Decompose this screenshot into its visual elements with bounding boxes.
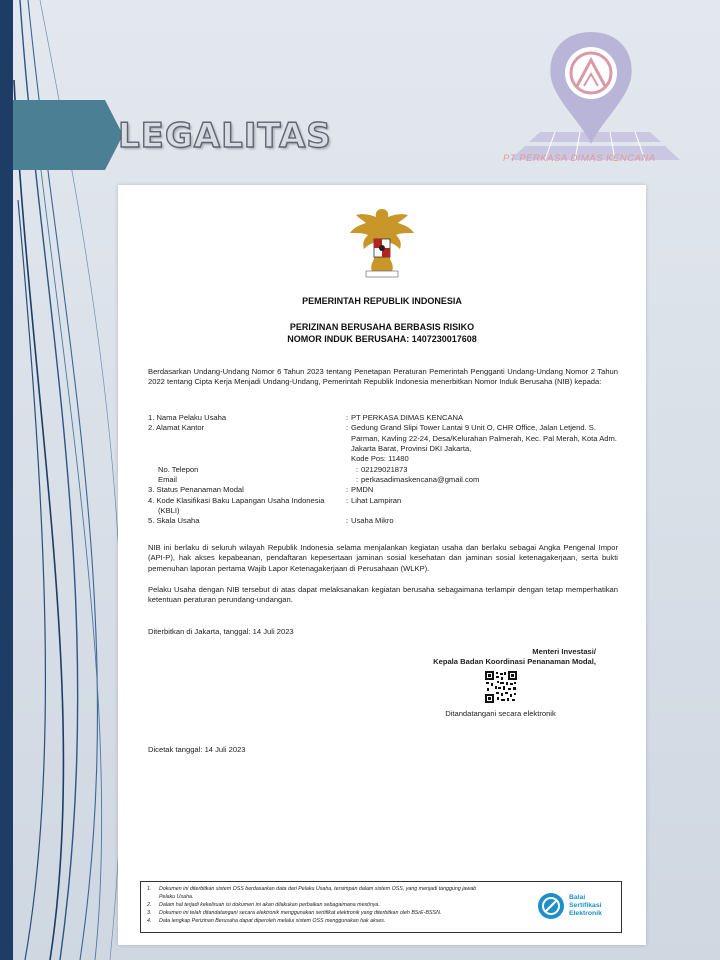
footnote-text: Dokumen ini telah ditandatangani secara elektronik menggunakan sertifikat elektronik yang diterbitkan oleh BSrE-BSSN.: [159, 909, 442, 916]
field-separator: :: [346, 516, 349, 526]
address-text: Gedung Grand Slipi Tower Lantai 9 Unit O, CHR Office, Jalan Letjend. S. Parman, Kavling 22-24, Desa/Kelurahan Palmerah, Kec. Pal Merah, Kota Adm. Jakarta Barat, Provinsi DKI Jakarta,: [351, 423, 617, 453]
electronic-signature-note: Ditandatangani secara elektronik: [445, 709, 556, 718]
field-label: 2. Alamat Kantor: [148, 423, 205, 433]
field-label: No. Telepon: [158, 464, 199, 474]
printed-date: Dicetak tanggal: 14 Juli 2023: [148, 745, 246, 754]
field-row-telepon: [148, 465, 618, 475]
field-separator: :: [346, 423, 349, 433]
bsre-line: Elektronik: [569, 909, 602, 917]
qr-code-icon: [485, 671, 517, 703]
signatory-block: [386, 647, 596, 668]
bsre-line: Balai: [569, 894, 586, 901]
bsre-badge-icon: [537, 892, 565, 920]
field-separator: :: [356, 464, 359, 474]
footnote-number: 1.: [147, 886, 152, 892]
footnote-text: Dokumen ini diterbitkan sistem OSS berdasarkan data dari Pelaku Usaha, tersimpan dalam sistem OSS, yang menjadi tanggung jawab: [159, 886, 477, 892]
title-arrow-tab: [13, 100, 123, 170]
field-value: 02129021873: [361, 464, 408, 474]
field-label: Email: [158, 474, 177, 484]
footnote-item: [147, 918, 527, 926]
field-row-alamat: [148, 423, 618, 464]
footnote-item: [147, 894, 527, 902]
field-row-status: [148, 485, 618, 495]
field-value: Lihat Lampiran: [351, 495, 402, 505]
map-pin-logo-icon: [505, 28, 685, 168]
kbli-label-line: 4. Kode Klasifikasi Baku Lapangan Usaha Indonesia: [148, 495, 325, 505]
footnote-text: Dalam hal terjadi kekeliruan isi dokumen ini akan dilakukan perbaikan sebagaimana mestinya.: [159, 901, 380, 908]
footnote-item: [147, 910, 527, 918]
issued-date: Diterbitkan di Jakarta, tanggal: 14 Juli 2023: [148, 627, 294, 636]
compliance-paragraph: Pelaku Usaha dengan NIB tersebut di atas dapat melaksanakan kegiatan berusaha sebagaimana terlampir dengan tetap memperhatikan ketentuan peraturan perundang-undangan.: [148, 585, 618, 605]
footnote-number: 2.: [147, 901, 152, 908]
field-separator: :: [346, 495, 349, 505]
footnote-text: Data lengkap Perizinan Berusaha dapat diperoleh melalui sistem OSS menggunakan hak akses.: [159, 917, 386, 924]
validity-paragraph: NIB ini berlaku di seluruh wilayah Republik Indonesia selama menjalankan kegiatan usaha dan berlaku sebagai Angka Pengenal Impor (API-P), hak akses kepabeanan, pendaftaran kepesertaan jaminan sosial kesehatan dan jaminan sosial ketenagakerjaan, serta bukti pemenuhan laporan pertama Wajib Lapor Ketenagakerjaan di Perusahaan (WLKP).: [148, 543, 618, 573]
bsre-text: [569, 894, 602, 917]
field-separator: :: [346, 485, 349, 495]
company-logo-text: PT PERKASA DIMAS KENCANA: [503, 153, 656, 164]
field-value: Usaha Mikro: [351, 516, 394, 526]
field-value: [351, 423, 618, 464]
garuda-pancasila-emblem-icon: [346, 203, 418, 283]
footnote-item: [147, 902, 527, 910]
field-row-skala: [148, 516, 618, 526]
nib-document: [118, 185, 646, 945]
footnote-number: [147, 894, 159, 902]
field-separator: :: [346, 413, 349, 422]
footnote-number: 3.: [147, 909, 152, 916]
slide-title: LEGALITAS: [118, 116, 332, 156]
footnotes-box: [140, 881, 622, 933]
business-fields: [148, 413, 618, 526]
field-row-email: [148, 475, 618, 485]
field-row-nama: [148, 413, 618, 423]
footnote-text: Pelaku Usaha.: [159, 893, 194, 900]
left-sidebar-bar: [0, 0, 13, 960]
signatory-title-2: Kepala Badan Koordinasi Penanaman Modal,: [433, 657, 596, 667]
footnote-number: 4.: [147, 917, 152, 924]
field-label: 5. Skala Usaha: [148, 516, 200, 526]
kbli-label-line-2: (KBLI): [158, 505, 180, 515]
bsre-logo: [537, 892, 621, 924]
field-label: 3. Status Penanaman Modal: [148, 485, 244, 495]
field-row-kbli: [148, 496, 618, 517]
document-heading: PEMERINTAH REPUBLIK INDONESIA: [302, 296, 462, 306]
bsre-line: Sertifikasi: [569, 901, 602, 909]
document-subheading-permit: PERIZINAN BERUSAHA BERBASIS RISIKO: [289, 322, 475, 332]
field-value: PMDN: [351, 485, 374, 495]
field-value: PT PERKASA DIMAS KENCANA: [351, 413, 464, 422]
field-separator: :: [356, 474, 359, 484]
document-subheading-nib: NOMOR INDUK BERUSAHA: 1407230017608: [287, 334, 477, 344]
field-value: perkasadimaskencana@gmail.com: [361, 474, 480, 484]
intro-paragraph: Berdasarkan Undang-Undang Nomor 6 Tahun 2023 tentang Penetapan Peraturan Pemerintah Pengganti Undang-Undang Nomor 2 Tahun 2022 tentang Cipta Kerja Menjadi Undang-Undang, Pemerintah Republik Indonesia menerbitkan Nomor Induk Berusaha (NIB) kepada:: [148, 367, 618, 387]
footnote-item: [147, 886, 527, 894]
signatory-title-1: Menteri Investasi/: [532, 647, 596, 656]
footnotes-list: [147, 886, 527, 926]
postal-code: Kode Pos: 11480: [351, 454, 409, 464]
field-label: [148, 496, 346, 517]
field-label: 1. Nama Pelaku Usaha: [148, 413, 227, 422]
